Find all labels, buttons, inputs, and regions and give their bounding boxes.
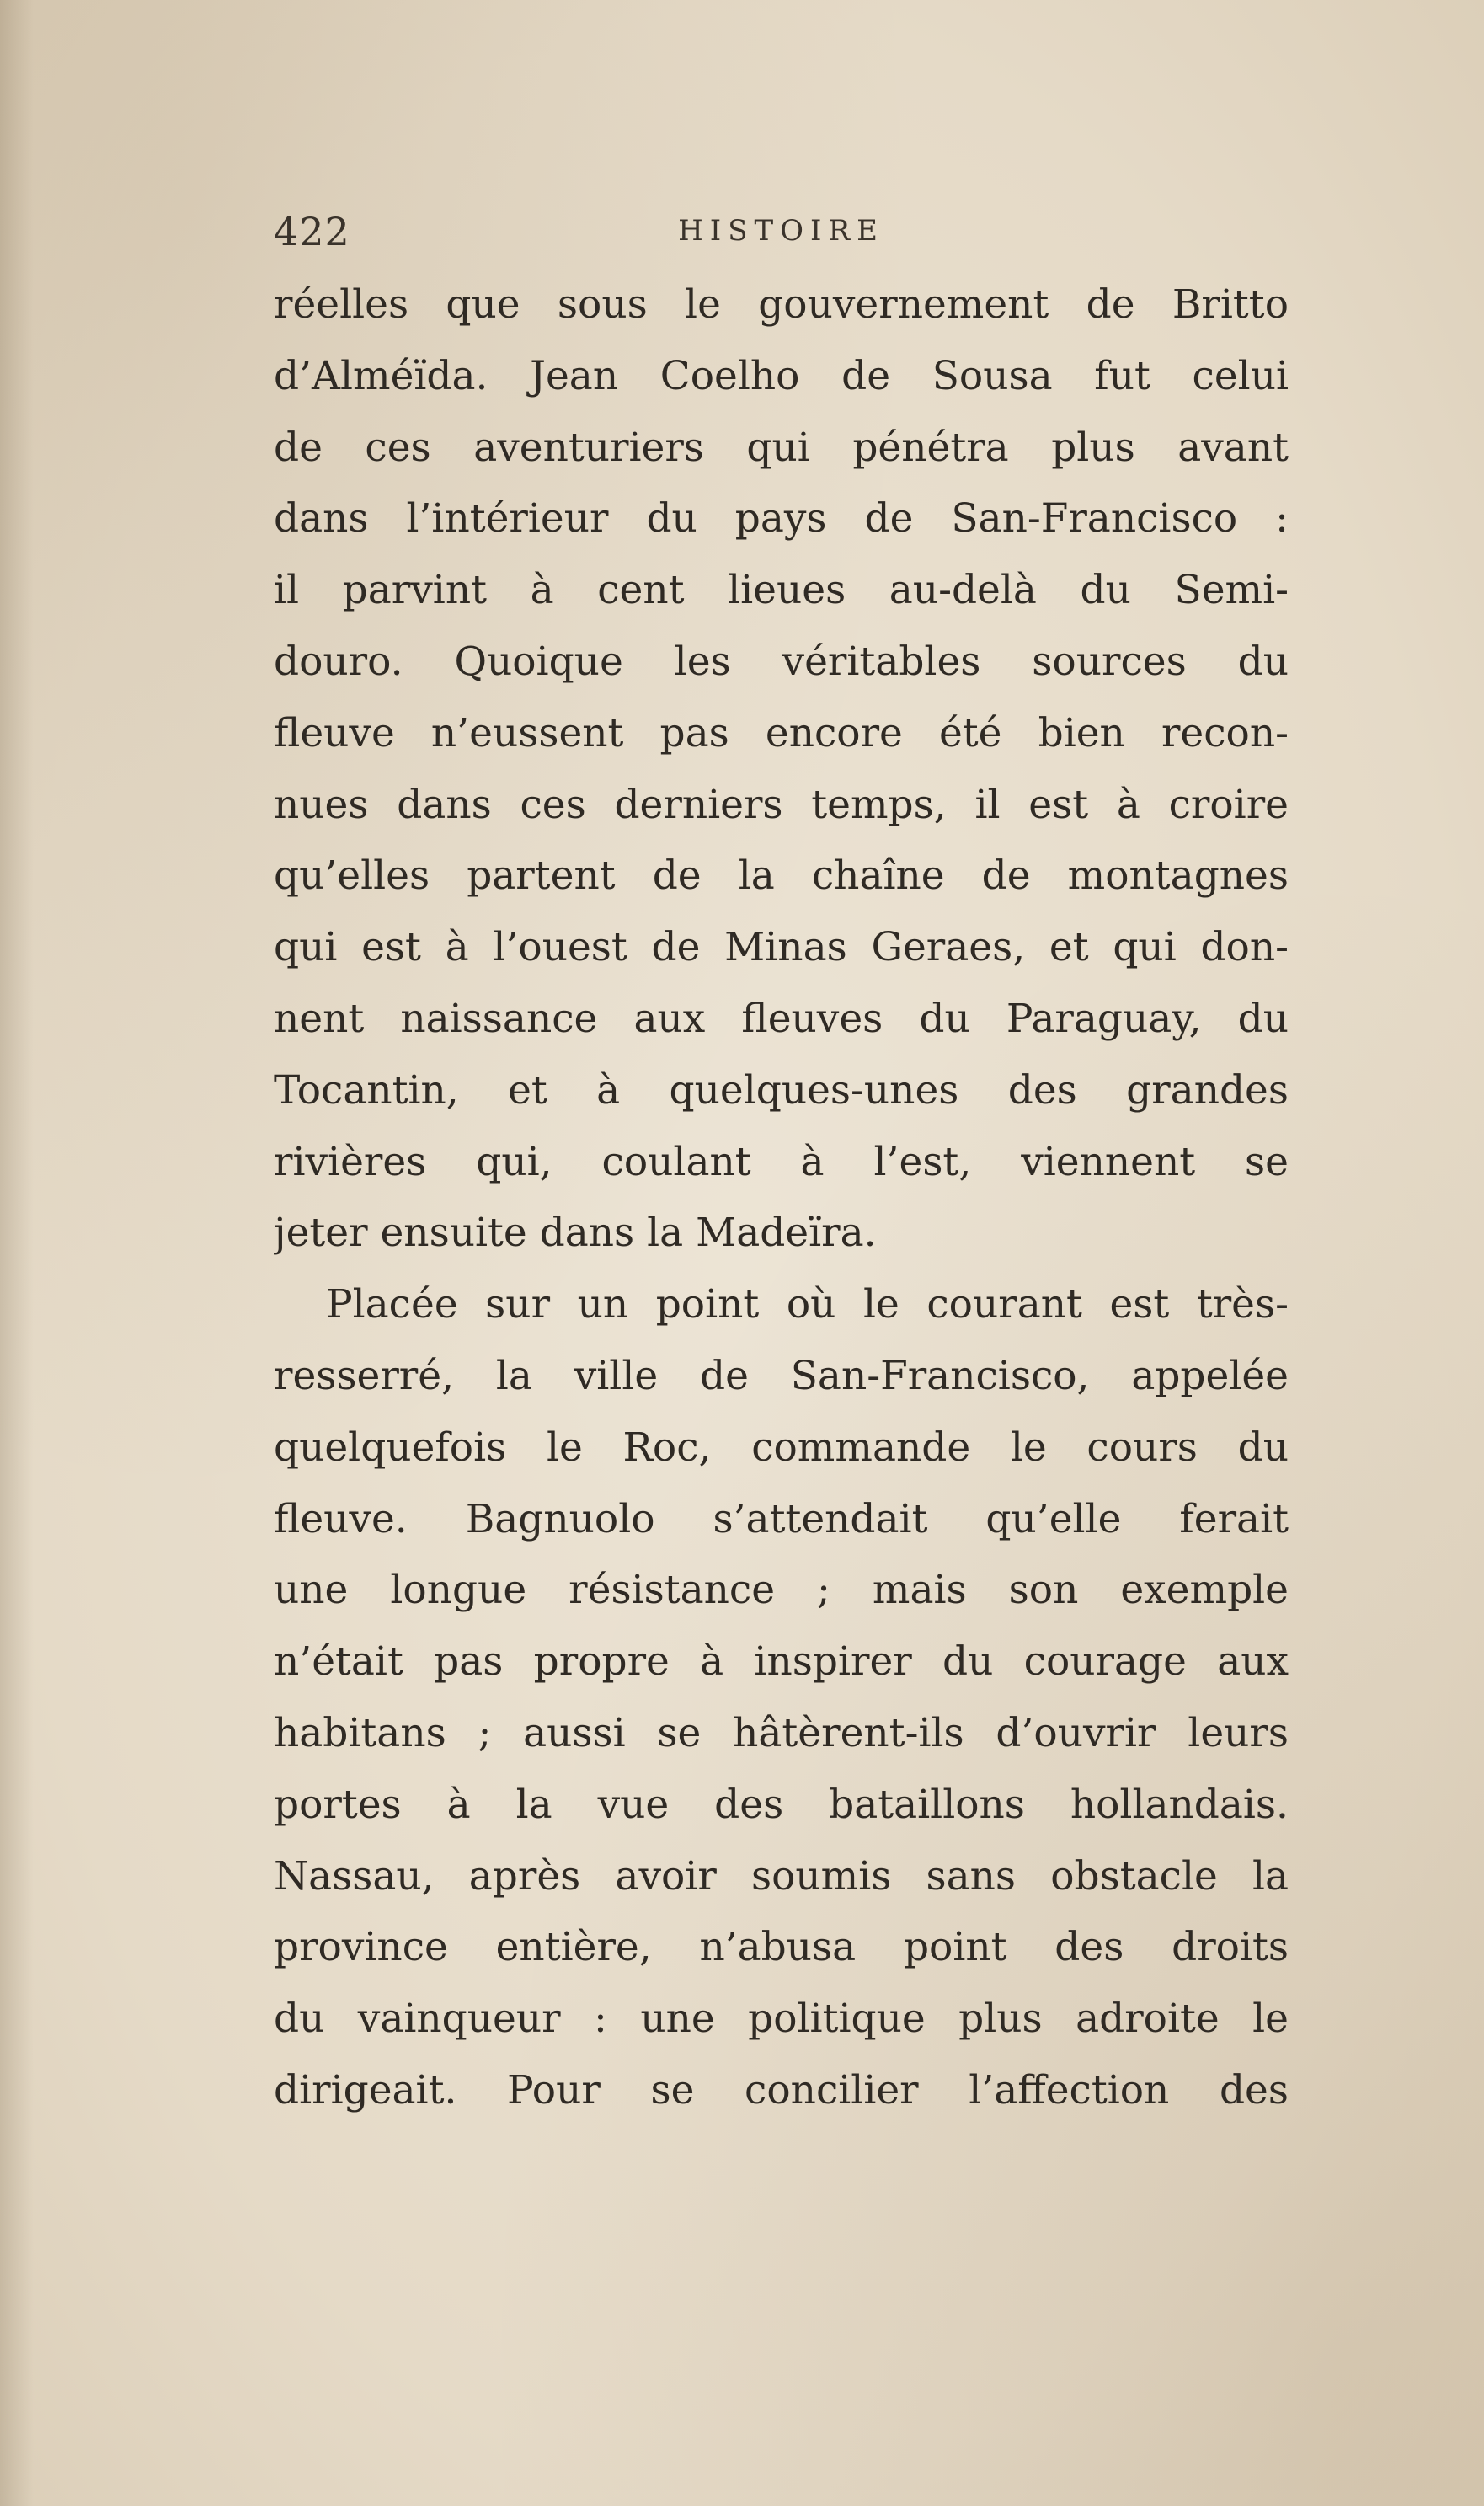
text-line: dirigeait. Pour se concilier l’affection des — [274, 2066, 1289, 2113]
text-line: n’était pas propre à inspirer du courage aux — [274, 1638, 1289, 1686]
text-line: douro. Quoique les véritables sources du — [274, 638, 1289, 685]
text-line: Nassau, après avoir soumis sans obstacle la — [274, 1852, 1289, 1900]
text-line: il parvint à cent lieues au-delà du Semi- — [274, 567, 1289, 614]
body-text — [274, 270, 1289, 2127]
text-line: Tocantin, et à quelques-unes des grandes — [274, 1066, 1289, 1114]
text-line: qui est à l’ouest de Minas Geraes, et qui don- — [274, 924, 1289, 971]
text-line: fleuve. Bagnuolo s’attendait qu’elle ferait — [274, 1495, 1289, 1542]
running-title: HISTOIRE — [678, 214, 884, 248]
binding-shadow — [0, 0, 34, 2506]
text-line: réelles que sous le gouvernement de Britto — [274, 281, 1289, 328]
text-line: du vainqueur : une politique plus adroite le — [274, 1996, 1289, 2043]
text-line: portes à la vue des bataillons hollandais. — [274, 1781, 1289, 1828]
text-line: habitans ; aussi se hâtèrent-ils d’ouvrir leurs — [274, 1709, 1289, 1756]
running-head — [274, 209, 1289, 268]
text-line: une longue résistance ; mais son exemple — [274, 1567, 1289, 1614]
page-number: 422 — [274, 209, 350, 254]
text-line: nues dans ces derniers temps, il est à croire — [274, 781, 1289, 828]
text-line: resserré, la ville de San-Francisco, appelée — [274, 1352, 1289, 1399]
text-line: quelquefois le Roc, commande le cours du — [274, 1424, 1289, 1471]
paragraph-first-line: Placée sur un point où le courant est très- — [326, 1281, 1289, 1328]
text-line: province entière, n’abusa point des droits — [274, 1924, 1289, 1971]
text-line: de ces aventuriers qui pénétra plus avant — [274, 424, 1289, 471]
text-line: qu’elles partent de la chaîne de montagnes — [274, 852, 1289, 900]
paragraph-last-line: jeter ensuite dans la Madeïra. — [274, 1210, 877, 1257]
text-line: nent naissance aux fleuves du Paraguay, du — [274, 995, 1289, 1042]
text-line: fleuve n’eussent pas encore été bien recon- — [274, 709, 1289, 756]
text-line: dans l’intérieur du pays de San-Francisco : — [274, 495, 1289, 542]
text-line: rivières qui, coulant à l’est, viennent se — [274, 1138, 1289, 1185]
text-line: d’Alméïda. Jean Coelho de Sousa fut celui — [274, 352, 1289, 399]
